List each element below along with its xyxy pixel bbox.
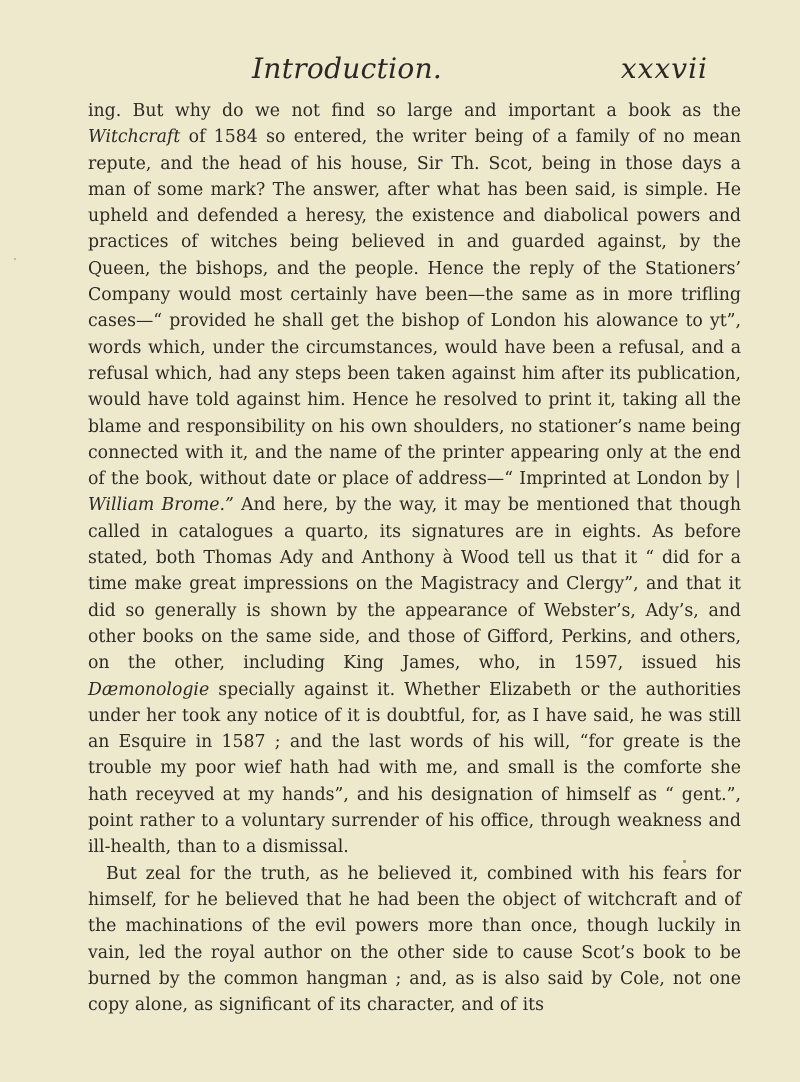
printer-name-italic: William Brome.” [88, 495, 234, 516]
running-header [252, 52, 732, 86]
book-title-daemonologie: Dæmonologie [88, 679, 210, 700]
running-title: Introduction. [252, 52, 443, 85]
paper-speck [683, 860, 686, 863]
body-text [88, 98, 741, 1018]
paper-speck [14, 258, 16, 260]
book-title-witchcraft: Witchcraft [88, 127, 181, 148]
paragraph-1-part-4: specially against it. Whether Elizabeth or the authorities under her took any notice of it is doubtful, for, as I have said, he was still an Esquire in 1587 ; and the last words of his will, “for greate is the trouble my poor wief hath had with me, and small is the comforte she hath receyved at my hands”, and his designation of himself as “ gent.”, point rather to a voluntary surrender of his office, through weakness and ill-health, than to a dismissal. [88, 679, 741, 858]
paragraph-1-part-1: ing. But why do we not find so large and important a book as the [88, 101, 741, 121]
page-number: xxxvii [620, 52, 708, 85]
paragraph-1-part-2: of 1584 so entered, the writer being of a family of no mean repute, and the head of his house, Sir Th. Scot, being in those days a man of some mark? The answer, after what has been said, is simple. He upheld and defended a heresy, the existence and diabolical powers and practices of witches being believed in and guarded against, by the Queen, the bishops, and the people. Hence the reply of the Stationers’ Company would most certainly have been—the same as in more trifling cases—“ provided he shall get the bishop of London his alowance to yt”, words which, under the circumstances, would have been a refusal, and a refusal which, had any steps been taken against him after its publication, would have told against him. Hence he resolved to print it, taking all the blame and responsibility on his own shoulders, no stationer’s name being connected with it, and the name of the printer appearing only at the end of the book, without date or place of address—“ Imprinted at London by | [88, 127, 741, 490]
paragraph-2: But zeal for the truth, as he believed it, combined with his fears for himself, for he believed that he had been the object of witchcraft and of the machinations of the evil powers more than once, though luckily in vain, led the royal author on the other side to cause Scot’s book to be burned by the common hangman ; and, as is also said by Cole, not one copy alone, as significant of its character, and of its [88, 863, 741, 1016]
paragraph-1 [88, 98, 741, 861]
paragraph-1-part-3: And here, by the way, it may be mentioned that though called in catalogues a quarto, its signatures are in eights. As before stated, both Thomas Ady and Anthony à Wood tell us that it “ did for a time make great impressions on the Magistracy and Clergy”, and that it did so generally is shown by the appearance of Webster’s, Ady’s, and other books on the same side, and those of Gifford, Perkins, and others, on the other, including King James, who, in 1597, issued his [88, 495, 741, 674]
